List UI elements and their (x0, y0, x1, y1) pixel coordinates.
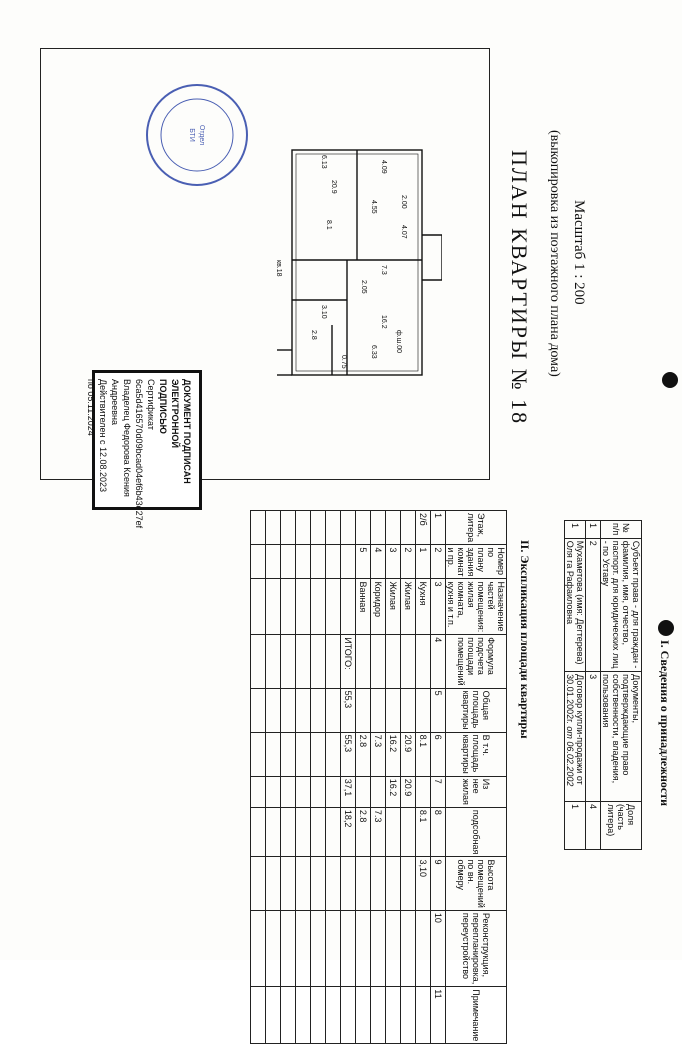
expl-col-aux: подсобная (446, 807, 507, 857)
explication-table (250, 510, 507, 1044)
expl-idx: 9 (431, 857, 446, 910)
expl-room-num: 2 (401, 545, 416, 579)
dim-14: 0.75 (340, 355, 347, 369)
expl-idx: 1 (431, 511, 446, 545)
owners-idx-1: 1 (586, 521, 601, 539)
owners-col-share: Доля (часть литера) (601, 801, 642, 849)
expl-idx: 11 (431, 987, 446, 1044)
plan-scale: Масштаб 1 : 200 (571, 200, 587, 305)
expl-idx: 4 (431, 635, 446, 688)
expl-col-height: Высота помещений по вн. обмеру (446, 857, 507, 910)
expl-room-height: 3,10 (416, 857, 431, 910)
owners-doc-1: Договор купли-продажи (575, 674, 585, 774)
expl-room-aux: 2.8 (356, 807, 371, 857)
expl-idx: 8 (431, 807, 446, 857)
expl-room-name: Жилая (401, 579, 416, 635)
dim-11: 2.8 (310, 330, 317, 340)
owners-col-num: № п/п (601, 521, 642, 539)
expl-room-name: Коридор (371, 579, 386, 635)
expl-room-flat: 7.3 (371, 732, 386, 776)
expl-col-flat-label: квартиры (461, 734, 471, 774)
expl-col-total: Общая площадь квартиры (446, 688, 507, 732)
punch-hole (662, 372, 678, 388)
owners-row-share: 1 (565, 801, 586, 849)
dim-10: 3.10 (320, 305, 327, 319)
table-row (341, 511, 356, 1044)
expl-col-living: жилая (461, 778, 471, 805)
dim-15: ф.ш.00 (395, 330, 402, 354)
sig-line2: ЭЛЕКТРОННОЙ ПОДПИСЬЮ (158, 379, 180, 448)
expl-room-flat: 20.9 (401, 732, 416, 776)
table-row (416, 511, 431, 1044)
owners-handwritten: от 06.02.2002 (565, 726, 575, 787)
dim-12: 16.2 (380, 315, 387, 329)
floor-plan-drawing (272, 140, 442, 400)
expl-room-aux (401, 807, 416, 857)
dim-2: 2.00 (400, 195, 407, 209)
table-row (401, 511, 416, 1044)
sig-line3: Сертификат 6ca5d416570d09bcad04ef6b43d27ef (134, 379, 156, 529)
expl-heading: II. Экспликация площади квартиры (518, 540, 532, 739)
expl-room-flat: 2.8 (356, 732, 371, 776)
expl-room-name: Жилая (386, 579, 401, 635)
expl-col-formula: Формула подсчета площади помещений (446, 635, 507, 688)
dim-13: 6.33 (370, 345, 377, 359)
expl-idx: 5 (431, 688, 446, 732)
owners-idx-3: 3 (586, 672, 601, 802)
expl-col-of: Из нее (471, 778, 491, 794)
expl-room-num: 3 (386, 545, 401, 579)
table-row (386, 511, 401, 1044)
table-row (371, 511, 386, 1044)
expl-col-room: Номер по плану здания комнат и пр. (446, 545, 507, 579)
expl-room-living: 20.9 (401, 776, 416, 807)
owners-row-num: 1 (565, 521, 586, 539)
svg-text:Отдел: Отдел (198, 124, 205, 146)
table-row (356, 511, 371, 1044)
owners-subject-2: га Рафаиловна (565, 560, 575, 625)
expl-col-recon: Реконструкция, перепланировка, переустройство (446, 910, 507, 986)
expl-idx: 3 (431, 579, 446, 635)
expl-room-living: 16.2 (386, 776, 401, 807)
expl-room-num: 5 (356, 545, 371, 579)
expl-room-name: Кухня (416, 579, 431, 635)
expl-total-aux: 18,2 (341, 807, 356, 857)
sig-line5: Действителен с 12.08.2023 по 05.11.2024 (86, 379, 108, 493)
expl-idx: 6 (431, 732, 446, 776)
expl-room-flat: 8.1 (416, 732, 431, 776)
sig-line1: ДОКУМЕНТ ПОДПИСАН (182, 379, 192, 484)
expl-total-flat: 55,3 (341, 732, 356, 776)
dim-1: 4.09 (380, 160, 387, 174)
expl-col-name: Назначение частей помещения: жилая комната, кухня и т.п. (446, 579, 507, 635)
expl-idx: 7 (431, 776, 446, 807)
seal-stamp (142, 80, 252, 190)
dim-8: 7.3 (380, 265, 387, 275)
owners-idx-4: 4 (586, 801, 601, 849)
dim-6: 6.13 (320, 155, 327, 169)
owners-table (564, 520, 642, 850)
expl-col-floor: Этаж, литера (446, 511, 507, 545)
owners-subject-1: Мухаметова (имя: Дегтерева) Оля (565, 540, 585, 665)
expl-total-living: 37,1 (341, 776, 356, 807)
svg-text:БТИ: БТИ (188, 128, 195, 142)
expl-room-aux: 7.3 (371, 807, 386, 857)
owners-doc-2: 30.01.2002г. (565, 674, 575, 724)
expl-room-num: 4 (371, 545, 386, 579)
expl-col-flat (446, 732, 507, 776)
owners-doc-3: от (575, 775, 585, 785)
punch-hole (658, 620, 674, 636)
expl-room-flat: 16.2 (386, 732, 401, 776)
dim-7: 8.1 (325, 220, 332, 230)
expl-room-aux (386, 807, 401, 857)
expl-room-num: 1 (416, 545, 431, 579)
expl-col-incl: В т.ч. площадь (471, 734, 491, 773)
expl-col-note: Примечание (446, 987, 507, 1044)
sig-line4: Владелец Федорова Ксения Андреевна (110, 379, 132, 497)
owners-heading: I. Сведения о принадлежности (658, 640, 672, 806)
e-signature-box (86, 370, 202, 529)
owners-col-docs: Документы, подтверждающие право собственности, владения, пользования (601, 672, 642, 802)
plan-title: ПЛАН КВАРТИРЫ № 18 (507, 150, 532, 426)
expl-idx: 2 (431, 545, 446, 579)
dim-4: 4.55 (370, 200, 377, 214)
expl-total-label: ИТОГО: (341, 635, 356, 688)
expl-room-living (416, 776, 431, 807)
expl-room-living (356, 776, 371, 807)
owners-col-subject: Субъект права - для граждан - фамилия, имя, отчество, паспорт. для юридических лиц - по Уставу (601, 538, 642, 671)
expl-floor: 2/б (416, 511, 431, 545)
dim-5: 20.9 (330, 180, 337, 194)
dim-3: 4.07 (400, 225, 407, 239)
apartment-label: кв.18 (275, 260, 282, 277)
expl-total-area: 55,3 (341, 688, 356, 732)
expl-room-aux: 8.1 (416, 807, 431, 857)
expl-idx: 10 (431, 910, 446, 986)
dim-9: 2.05 (360, 280, 367, 294)
expl-room-name: Ванная (356, 579, 371, 635)
plan-subtitle: (выкопировка из поэтажного плана дома) (547, 130, 562, 377)
owners-idx-2: 2 (586, 538, 601, 671)
expl-room-living (371, 776, 386, 807)
